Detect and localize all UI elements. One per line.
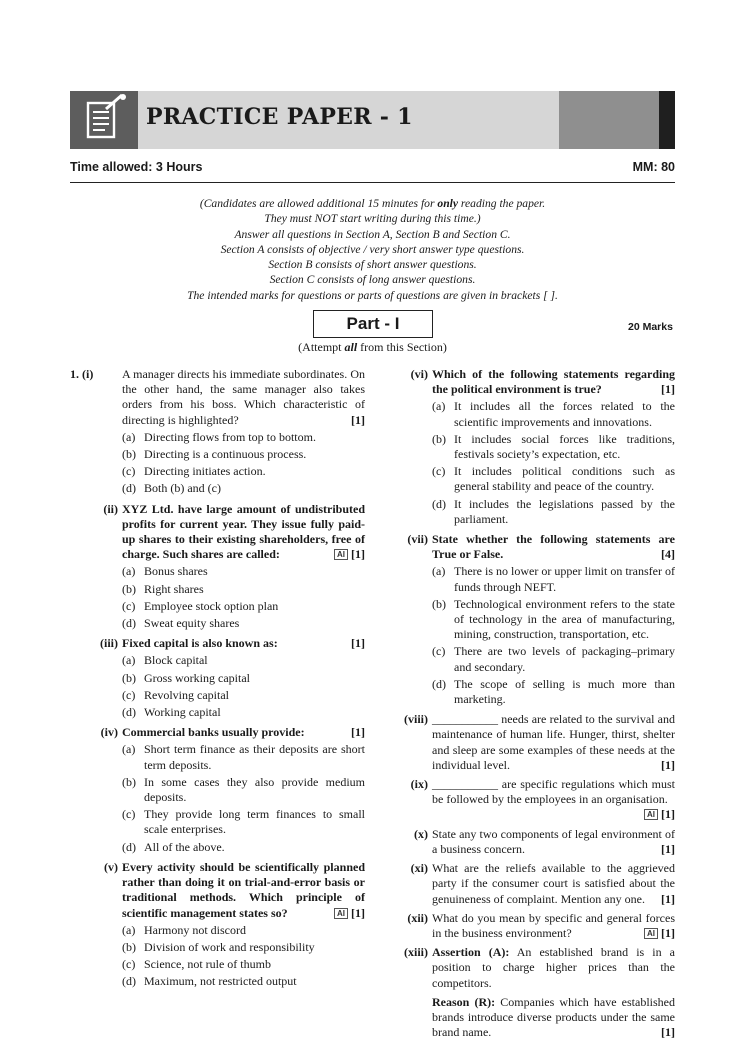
option-text: Gross working capital (144, 670, 250, 685)
part-title: Part - I (313, 310, 433, 338)
option-letter: (b) (122, 939, 136, 954)
option-letter: (d) (122, 616, 136, 631)
instruction-line: Section C consists of long answer questions. (269, 273, 476, 287)
option-text: Revolving capital (144, 687, 229, 702)
option (122, 705, 365, 720)
option-letter: (c) (122, 464, 136, 479)
ai-badge-icon: AI (334, 908, 348, 919)
option-text: It includes social forces like traditions, festivals society’s expectation, etc. (454, 431, 675, 462)
option (432, 399, 675, 429)
option (122, 599, 365, 614)
question-number: (vii) (407, 532, 428, 547)
question (380, 712, 675, 773)
question-number: (xii) (407, 910, 428, 925)
assertion-label: Assertion (A): (432, 945, 510, 960)
option-letter: (c) (122, 957, 136, 972)
option-letter: (b) (122, 581, 136, 596)
instructions (140, 196, 605, 303)
option (122, 653, 365, 668)
option (122, 481, 365, 496)
option-text: All of the above. (144, 839, 225, 854)
instruction-line: Section A consists of objective / very short answer type questions. (220, 242, 525, 256)
option-letter: (d) (122, 705, 136, 720)
option-letter: (d) (122, 974, 136, 989)
question-text: Which of the following statements regarding the political environment is true? [1] (432, 367, 675, 397)
option-letter: (a) (432, 399, 446, 414)
option-letter: (b) (122, 670, 136, 685)
option (122, 940, 365, 955)
question (70, 367, 365, 428)
question-number: 1. (i) (70, 367, 94, 381)
ai-badge-icon: AI (644, 928, 658, 939)
option-letter: (b) (432, 596, 446, 611)
question (380, 827, 675, 857)
option-text: Maximum, not restricted output (144, 974, 297, 989)
option-letter: (a) (432, 564, 446, 579)
option-text: Working capital (144, 705, 221, 720)
banner-edge (659, 91, 675, 149)
question-marks: [1] (661, 757, 675, 772)
option-list (70, 430, 365, 497)
option (122, 671, 365, 686)
max-marks: MM: 80 (632, 160, 675, 174)
option (432, 644, 675, 674)
option-letter: (c) (122, 598, 136, 613)
question-text: What do you mean by specific and general forces in the business environment? AI [1] (432, 910, 675, 940)
option-text: It includes all the forces related to the scientific improvements and innovations. (454, 399, 675, 429)
question-marks: [1] (351, 725, 365, 740)
option (432, 564, 675, 594)
option-list (70, 653, 365, 720)
question (70, 860, 365, 921)
question-text: ___________ needs are related to the survival and maintenance of human life. Hunger, thirst, shelter and sleep are some examples of these needs at the individual level. [1] (432, 712, 675, 772)
reason-label: Reason (R): (432, 994, 496, 1009)
option-text: Right shares (144, 581, 204, 596)
question (70, 502, 365, 563)
question-marks: [1] (351, 412, 365, 427)
part-marks: 20 Marks (628, 321, 673, 333)
option-letter: (b) (122, 774, 136, 789)
option-list (380, 564, 675, 707)
question (70, 725, 365, 740)
option-text: Both (b) and (c) (144, 481, 221, 496)
option-letter: (b) (432, 431, 446, 446)
option (122, 688, 365, 703)
instruction-line: (Candidates are allowed additional 15 minutes for only reading the paper. (199, 197, 546, 210)
option-text: It includes political conditions such as general stability and peace of the country. (454, 464, 675, 494)
option-text: Directing is a continuous process. (144, 447, 307, 462)
question-text: Fixed capital is also known as: [1] (122, 636, 365, 651)
option-letter: (c) (122, 687, 136, 702)
option-letter: (d) (122, 481, 136, 496)
attempt-note: (Attempt all from this Section) (298, 340, 447, 354)
option-text: Short term finance as their deposits are short term deposits. (144, 742, 365, 772)
question-number: (xiii) (404, 945, 428, 960)
option (122, 957, 365, 972)
question-text: ___________ are specific regulations which must be followed by the employees in an organisation. AI [1] (432, 777, 675, 822)
page-title: PRACTICE PAPER - 1 (146, 104, 413, 130)
option (122, 582, 365, 597)
question-number: (viii) (404, 712, 428, 727)
option-text: It includes the legislations passed by the parliament. (454, 496, 675, 526)
divider (70, 182, 675, 183)
notepad-pen-icon (70, 91, 138, 149)
ai-badge-icon: AI (334, 549, 348, 560)
option-text: Sweat equity shares (144, 616, 240, 631)
question (380, 911, 675, 941)
option-letter: (c) (122, 807, 136, 822)
option-letter: (a) (122, 564, 136, 579)
question-number: (iv) (100, 725, 118, 740)
option (122, 840, 365, 855)
option-text: Directing flows from top to bottom. (144, 429, 316, 444)
option-text: The scope of selling is much more than marketing. (454, 676, 675, 707)
option-letter: (c) (432, 644, 446, 659)
option-text: Harmony not discord (144, 922, 246, 937)
question-number: (v) (104, 859, 118, 874)
reason: Reason (R): Companies which have established brands introduce diverse products under the same brand name. [1] (432, 994, 675, 1040)
option-text: Directing initiates action. (144, 464, 266, 479)
option-letter: (a) (122, 922, 136, 937)
instruction-line: Section B consists of short answer questions. (268, 258, 477, 272)
instruction-line: They must NOT start writing during this time.) (264, 212, 481, 226)
question-marks: [1] (661, 1025, 675, 1040)
question-marks: AI [1] (334, 906, 365, 921)
option-list (380, 399, 675, 527)
option-letter: (a) (122, 653, 136, 668)
title-banner (70, 91, 675, 149)
question-text: XYZ Ltd. have large amount of undistributed profits for current year. They issue fully paid-up shares to their existing shareholders, free of charge. Such shares are called: AI [1] (122, 501, 365, 562)
question-number: (ii) (103, 501, 118, 516)
option-text: They provide long term finances to small scale enterprises. (144, 807, 365, 837)
question-text: State any two components of legal environment of a business concern. [1] (432, 826, 675, 856)
option (122, 775, 365, 805)
option (122, 974, 365, 989)
question (380, 532, 675, 562)
question (380, 861, 675, 907)
question-number: (vi) (410, 367, 428, 381)
question-text: A manager directs his immediate subordinates. On the other hand, the same manager also takes orders from his boss. Which characteristic of directing is highlighted? [1] (122, 367, 365, 427)
question-marks: AI [1] (644, 807, 675, 822)
option (432, 432, 675, 462)
question-marks: [1] (661, 891, 675, 906)
question-marks: [1] (351, 636, 365, 651)
option (122, 564, 365, 579)
option (122, 616, 365, 631)
instruction-line: The intended marks for questions or parts of questions are given in brackets [ ]. (187, 288, 558, 302)
option-list (70, 742, 365, 854)
banner-accent (559, 91, 659, 149)
questions-left-column (70, 367, 365, 995)
option-letter: (c) (432, 464, 446, 479)
option-letter: (a) (122, 429, 136, 444)
option-text: Bonus shares (144, 564, 208, 579)
question (70, 636, 365, 651)
question-text: Commercial banks usually provide: [1] (122, 725, 365, 740)
option-letter: (d) (432, 496, 446, 511)
question (380, 777, 675, 823)
option-letter: (d) (432, 676, 446, 691)
option-text: Employee stock option plan (144, 598, 279, 613)
option (122, 447, 365, 462)
option (122, 923, 365, 938)
questions-right-column (380, 367, 675, 1044)
question-marks: [1] (661, 382, 675, 397)
question-text: State whether the following statements are True or False. [4] (432, 532, 675, 562)
option-letter: (b) (122, 447, 136, 462)
option-text: There is no lower or upper limit on transfer of funds through NEFT. (454, 564, 675, 594)
assertion: Assertion (A): An established brand is in a position to charge higher prices than the competitors. (432, 945, 675, 990)
option (432, 597, 675, 643)
ai-badge-icon: AI (644, 809, 658, 820)
question-text: Every activity should be scientifically planned rather than doing it on trial-and-error basis or traditional methods. Which principle of scientific management states so? AI [1] (122, 859, 365, 920)
option (122, 807, 365, 837)
option-text: There are two levels of packaging–primary and secondary. (454, 644, 675, 674)
question-marks: AI [1] (644, 926, 675, 941)
question-text (432, 945, 675, 1040)
option (432, 497, 675, 527)
question-marks: AI [1] (334, 547, 365, 562)
question-number: (xi) (410, 861, 428, 876)
question (380, 367, 675, 397)
option-text: Division of work and responsibility (144, 939, 315, 954)
option-letter: (a) (122, 742, 136, 757)
option (432, 464, 675, 494)
time-allowed: Time allowed: 3 Hours (70, 160, 203, 174)
option-letter: (d) (122, 839, 136, 854)
option-text: Science, not rule of thumb (144, 957, 271, 972)
instruction-line: Answer all questions in Section A, Section B and Section C. (234, 227, 511, 241)
option (122, 430, 365, 445)
option-text: In some cases they also provide medium deposits. (144, 774, 365, 805)
question-number: (ix) (410, 777, 428, 792)
option-list (70, 564, 365, 631)
option (122, 464, 365, 479)
question-marks: [1] (661, 841, 675, 856)
question (380, 945, 675, 1040)
question-number: (x) (414, 826, 428, 841)
question-text: What are the reliefs available to the aggrieved party if the consumer court is satisfied about the genuineness of complaint. Mention any one. [1] (432, 861, 675, 906)
option-text: Technological environment refers to the state of technology in the area of manufacturing, mining, construction, transportation, etc. (454, 596, 675, 642)
question-number: (iii) (100, 636, 118, 651)
option-text: Block capital (144, 653, 208, 668)
option-list (70, 923, 365, 990)
question-marks: [4] (661, 547, 675, 562)
option (432, 677, 675, 707)
option (122, 742, 365, 772)
